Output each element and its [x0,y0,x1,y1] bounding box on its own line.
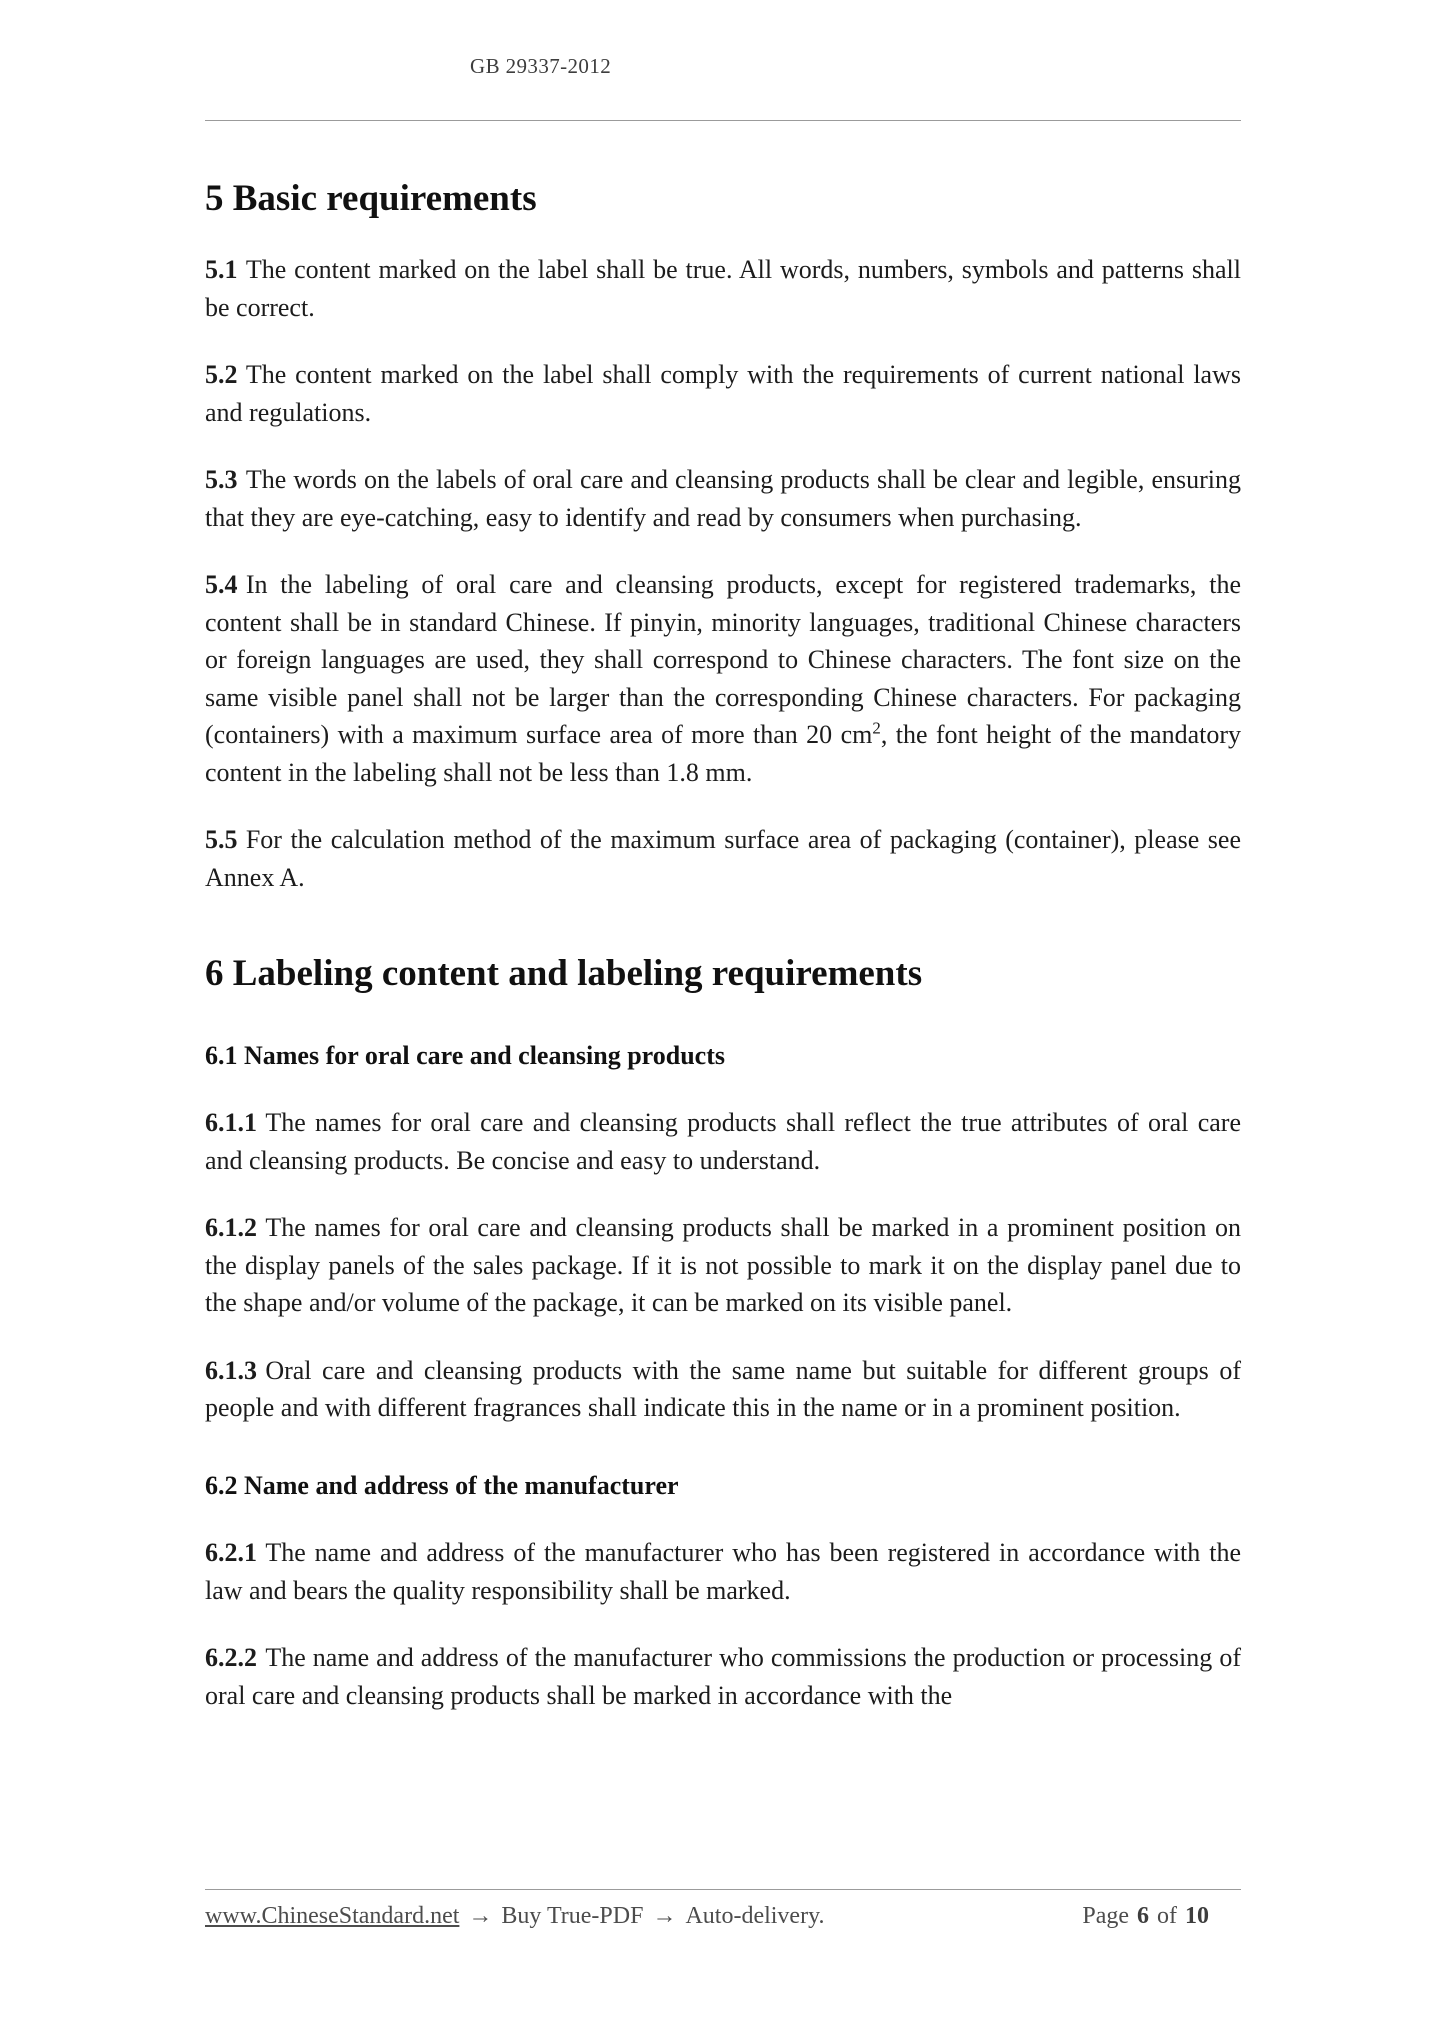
clause-number: 6.1.1 [205,1108,257,1138]
clause-number: 5.4 [205,570,238,600]
paragraph-5-1 [205,251,1241,326]
clause-text: The content marked on the label shall be true. All words, numbers, symbols and patterns shall be correct. [205,255,1241,322]
clause-number: 5.5 [205,825,238,855]
clause-text: The content marked on the label shall comply with the requirements of current national laws and regulations. [205,360,1241,427]
subsection-6-2-heading: 6.2 Name and address of the manufacturer [205,1470,679,1500]
paragraph-5-4 [205,566,1241,791]
paragraph-5-5 [205,821,1241,896]
section-6-heading: 6 Labeling content and labeling requirements [205,953,923,995]
paragraph-6-1-2 [205,1209,1241,1322]
paragraph-6-1-3 [205,1352,1241,1427]
total-page-number: 10 [1185,1903,1209,1929]
clause-number: 6.2.2 [205,1643,257,1673]
paragraph-5-3 [205,461,1241,536]
clause-text: For the calculation method of the maximum surface area of packaging (container), please see Annex A. [205,825,1241,892]
page-indicator [1080,1903,1215,1930]
buy-true-pdf-label: Buy True-PDF [501,1903,644,1929]
clause-text: The name and address of the manufacturer who commissions the production or processing of oral care and cleansing products shall be marked in accordance with the [205,1643,1241,1710]
clause-text: The words on the labels of oral care and cleansing products shall be clear and legible, ensuring that they are eye-catching, easy to identify and read by consumers when purchasing. [205,465,1241,532]
clause-number: 5.1 [205,255,238,285]
page-footer [205,1889,1241,1930]
document-body [205,121,1241,1714]
paragraph-6-2-1 [205,1534,1241,1609]
clause-number: 5.2 [205,360,238,390]
auto-delivery-label: Auto-delivery. [685,1903,825,1929]
superscript-exponent: 2 [872,718,881,738]
paragraph-6-2-2 [205,1639,1241,1714]
clause-text: In the labeling of oral care and cleansing products, except for registered trademarks, the content shall be in standard Chinese. If pinyin, minority languages, traditional Chinese characters or foreign languages are used, they shall correspond to Chinese characters. The font size on the same visible panel shall not be larger than the corresponding Chinese characters. For packaging (containers) with a maximum surface area of more than 20 cm [205,570,1241,750]
subsection-6-1-heading: 6.1 Names for oral care and cleansing products [205,1040,725,1070]
paragraph-6-1-1 [205,1104,1241,1179]
document-number: GB 29337-2012 [470,54,612,78]
current-page-number: 6 [1137,1903,1149,1929]
clause-number: 6.1.2 [205,1213,257,1243]
footer-row [205,1903,1241,1930]
footer-promo [205,1903,825,1930]
footer-divider [205,1889,1241,1890]
of-label: of [1157,1903,1177,1929]
clause-text: The names for oral care and cleansing products shall be marked in a prominent position on the display panels of the sales package. If it is not possible to mark it on the display panel due to the shape and/or volume of the package, it can be marked on its visible panel. [205,1213,1241,1318]
clause-number: 5.3 [205,465,238,495]
clause-text: , the font height of the mandatory content in the labeling shall not be less than 1.8 mm. [205,720,1241,787]
clause-text: The name and address of the manufacturer who has been registered in accordance with the law and bears the quality responsibility shall be marked. [205,1538,1241,1605]
section-5-heading: 5 Basic requirements [205,178,537,219]
clause-number: 6.1.3 [205,1355,257,1385]
clause-number: 6.2.1 [205,1538,257,1568]
clause-text: Oral care and cleansing products with the same name but suitable for different groups of people and with different fragrances shall indicate this in the name or in a prominent position. [205,1355,1241,1423]
page-label: Page [1082,1903,1129,1929]
website-link[interactable]: www.ChineseStandard.net [205,1903,460,1929]
clause-text: The names for oral care and cleansing products shall reflect the true attributes of oral care and cleansing products. Be concise and easy to understand. [205,1108,1241,1175]
arrow-right-icon: → [468,1903,493,1929]
paragraph-5-2 [205,356,1241,431]
arrow-right-icon: → [652,1903,677,1929]
